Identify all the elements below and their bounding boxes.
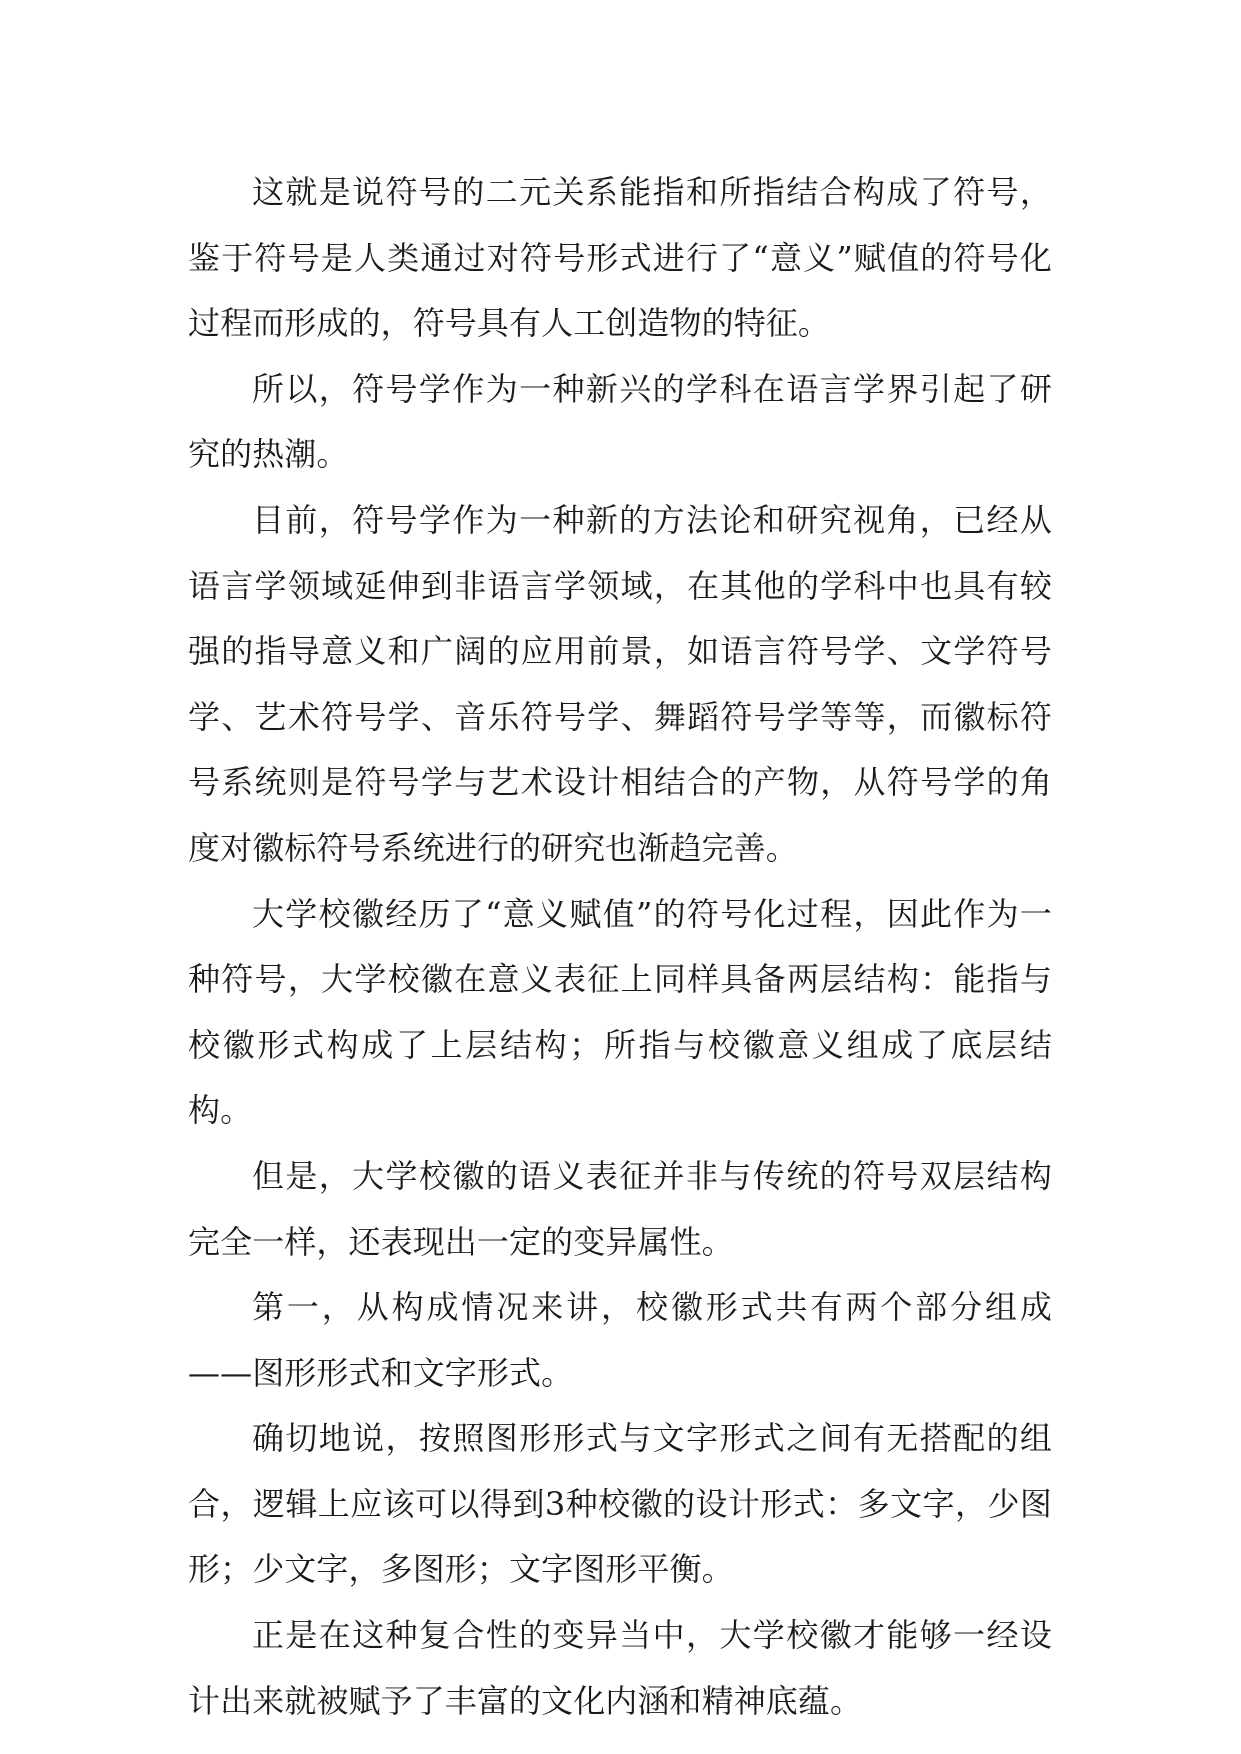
paragraph: 但是，大学校徽的语义表征并非与传统的符号双层结构完全一样，还表现出一定的变异属性。 xyxy=(188,1156,1052,1261)
paragraph: 第一，从构成情况来讲，校徽形式共有两个部分组成——图形形式和文字形式。 xyxy=(188,1288,1052,1392)
paragraph: 这就是说符号的二元关系能指和所指结合构成了符号，鉴于符号是人类通过对符号形式进行了“意义”赋值的符号化过程而形成的，符号具有人工创造物的特征。 xyxy=(188,173,1052,343)
paragraph: 目前，符号学作为一种新的方法论和研究视角，已经从语言学领域延伸到非语言学领域，在其他的学科中也具有较强的指导意义和广阔的应用前景，如语言符号学、文学符号学、艺术符号学、音乐符号学、舞蹈符号学等等，而徽标符号系统则是符号学与艺术设计相结合的产物，从符号学的角度对徽标符号系统进行的研究也渐趋完善。 xyxy=(188,500,1052,867)
paragraph: 所以，符号学作为一种新兴的学科在语言学界引起了研究的热潮。 xyxy=(188,369,1052,474)
paragraph: 大学校徽经历了“意义赋值”的符号化过程，因此作为一种符号，大学校徽在意义表征上同样具备两层结构：能指与校徽形式构成了上层结构；所指与校徽意义组成了底层结构。 xyxy=(188,894,1052,1130)
paragraph: 确切地说，按照图形形式与文字形式之间有无搭配的组合，逻辑上应该可以得到3种校徽的设计形式：多文字，少图形；少文字，多图形；文字图形平衡。 xyxy=(188,1419,1052,1589)
paragraph: 正是在这种复合性的变异当中，大学校徽才能够一经设计出来就被赋予了丰富的文化内涵和精神底蕴。 xyxy=(188,1616,1052,1720)
document-page xyxy=(188,160,1052,1734)
